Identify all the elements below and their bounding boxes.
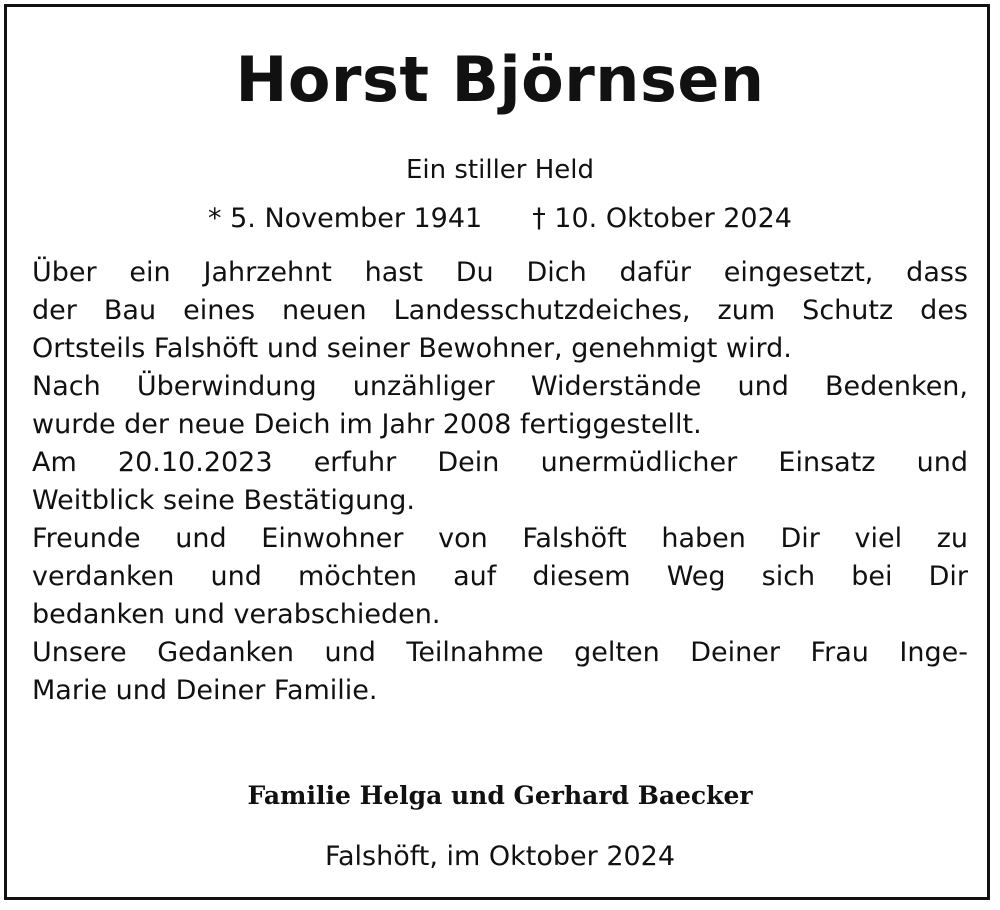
place-and-date: Falshöft, im Oktober 2024	[324, 841, 676, 872]
death-date: † 10. Oktober 2024	[532, 203, 792, 234]
birth-date: * 5. November 1941	[208, 203, 483, 234]
text-line: bedanken und verabschieden.	[32, 599, 441, 630]
text-line: Über ein Jahrzehnt hast Du Dich dafür eingesetzt, dass	[32, 257, 968, 288]
tribute-text	[32, 254, 968, 710]
text-line: Marie und Deiner Familie.	[32, 675, 378, 706]
text-line: Ortsteils Falshöft und seiner Bewohner, genehmigt wird.	[32, 333, 792, 364]
text-line: Weitblick seine Bestätigung.	[32, 485, 416, 516]
text-line: Am 20.10.2023 erfuhr Dein unermüdlicher Einsatz und	[32, 447, 968, 478]
life-dates	[0, 200, 1000, 238]
text-line: Unsere Gedanken und Teilnahme gelten Deiner Frau Inge-	[32, 637, 968, 668]
text-line: Freunde und Einwohner von Falshöft haben Dir viel zu	[32, 523, 968, 554]
deceased-name: Horst Björnsen	[235, 43, 765, 116]
text-line: verdanken und möchten auf diesem Weg sich bei Dir	[32, 561, 968, 592]
signature: Familie Helga und Gerhard Baecker	[247, 781, 753, 810]
subtitle: Ein stiller Held	[405, 155, 595, 185]
text-line: der Bau eines neuen Landesschutzdeiches, zum Schutz des	[32, 295, 968, 326]
text-line: wurde der neue Deich im Jahr 2008 fertiggestellt.	[32, 409, 702, 440]
text-line: Nach Überwindung unzähliger Widerstände und Bedenken,	[32, 371, 968, 402]
